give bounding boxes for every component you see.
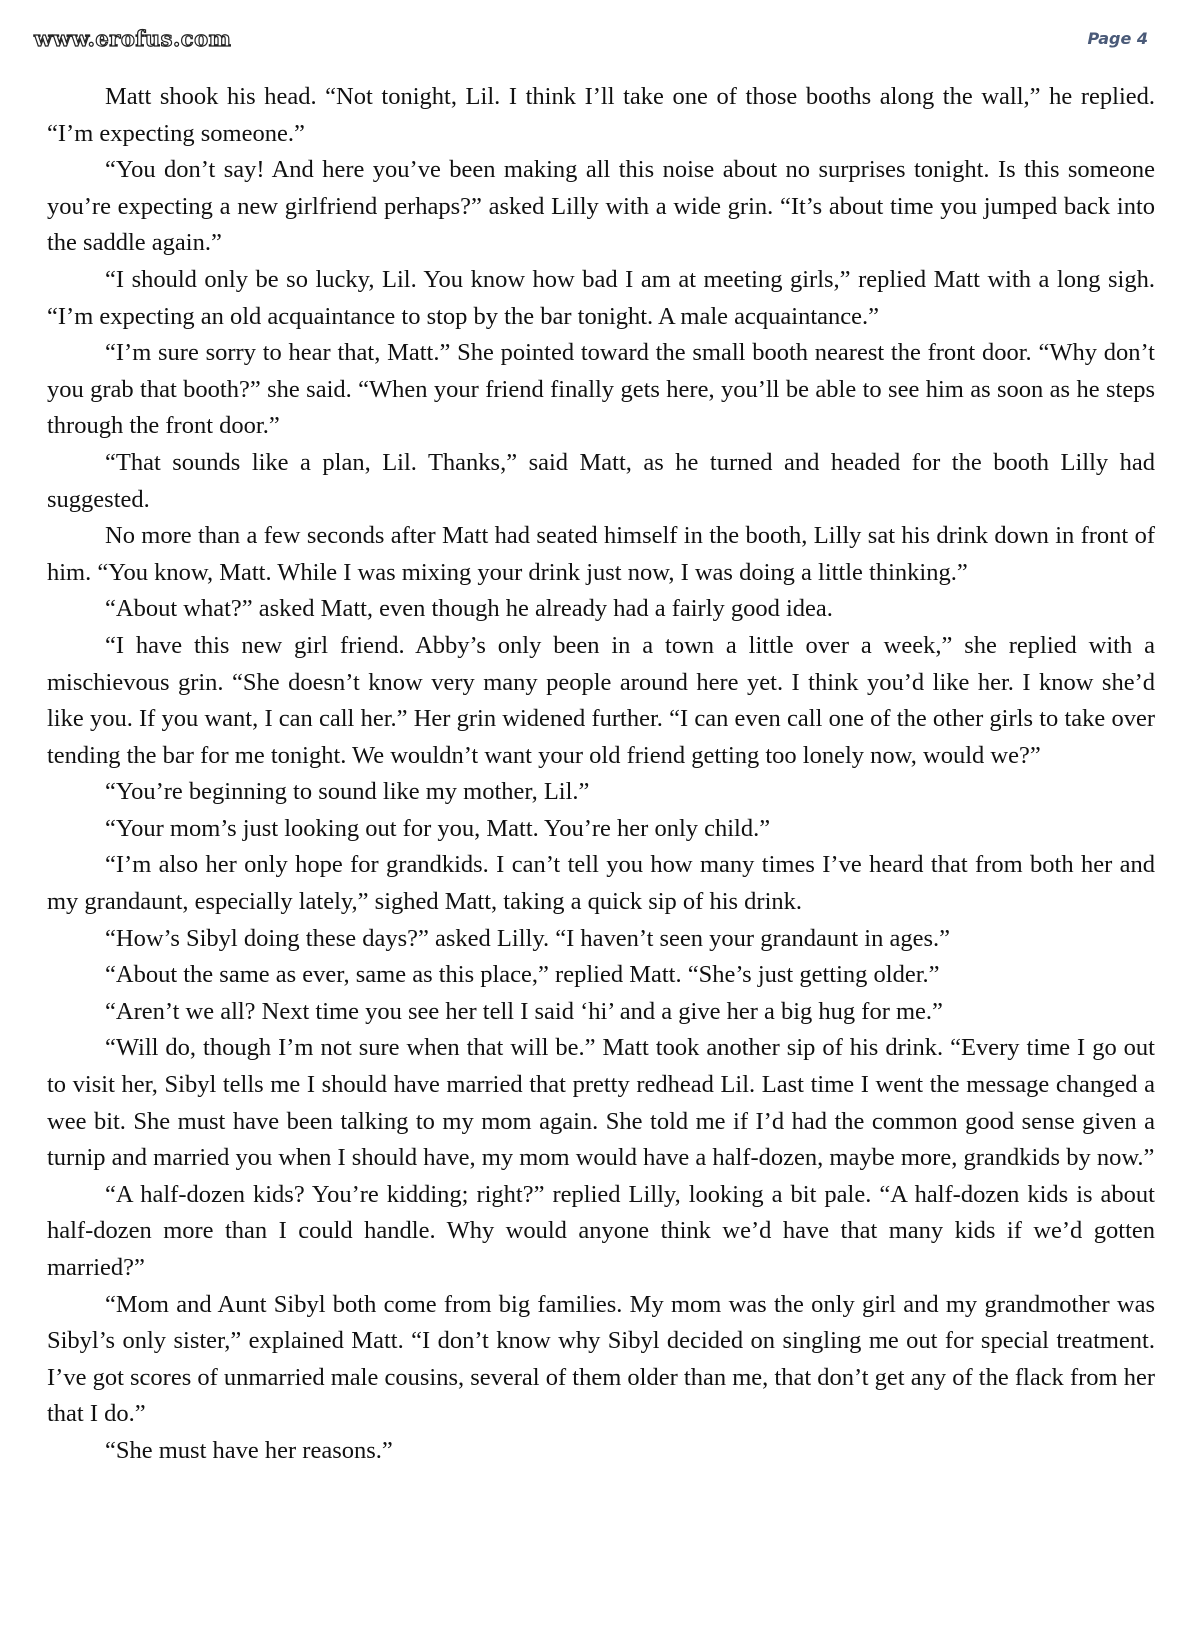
paragraph: “I have this new girl friend. Abby’s only been in a town a little over a week,” she replied with a mischievous grin. “She doesn’t know very many people around here yet. I think you’d like her. I know she’d like you. If you want, I can call her.” Her grin widened further. “I can even call one of the other girls to take over tending the bar for me tonight. We wouldn’t want your old friend getting too lonely now, would we?” (47, 631, 1155, 769)
paragraph: “Aren’t we all? Next time you see her tell I said ‘hi’ and a give her a big hug for me.” (105, 997, 943, 1025)
paragraph: “About what?” asked Matt, even though he already had a fairly good idea. (105, 595, 833, 623)
paragraph: “How’s Sibyl doing these days?” asked Lilly. “I haven’t seen your grandaunt in ages.” (105, 924, 951, 952)
paragraph: “Mom and Aunt Sibyl both come from big families. My mom was the only girl and my grandmother was Sibyl’s only sister,” explained Matt. “I don’t know why Sibyl decided on singling me out for special treatment. I’ve got scores of unmarried male cousins, several of them older than me, that don’t get any of the flack from her that I do.” (47, 1290, 1155, 1428)
paragraph: “Will do, though I’m not sure when that will be.” Matt took another sip of his drink. “Every time I go out to visit her, Sibyl tells me I should have married that pretty redhead Lil. Last time I went the message changed a wee bit. She must have been talking to my mom again. She told me if I’d had the common good sense given a turnip and married you when I should have, my mom would have a half-dozen, maybe more, grandkids by now.” (47, 1034, 1155, 1172)
paragraph: “About the same as ever, same as this place,” replied Matt. “She’s just getting older.” (105, 961, 940, 989)
paragraph: “That sounds like a plan, Lil. Thanks,” said Matt, as he turned and headed for the booth Lilly had suggested. (47, 448, 1155, 513)
story-body (47, 79, 1155, 1470)
watermark-text: www.erofus.com (34, 26, 232, 51)
paragraph: “You don’t say! And here you’ve been making all this noise about no surprises tonight. Is this someone you’re expecting a new girlfriend perhaps?” asked Lilly with a wide grin. “It’s about time you jumped back into the saddle again.” (47, 156, 1155, 257)
paragraph: “A half-dozen kids? You’re kidding; right?” replied Lilly, looking a bit pale. “A half-dozen kids is about half-dozen more than I could handle. Why would anyone think we’d have that many kids if we’d gotten married?” (47, 1180, 1155, 1281)
page-number: Page 4 (1087, 29, 1148, 48)
paragraph: “Your mom’s just looking out for you, Matt. You’re her only child.” (105, 814, 771, 842)
paragraph: “I’m also her only hope for grandkids. I can’t tell you how many times I’ve heard that from both her and my grandaunt, especially lately,” sighed Matt, taking a quick sip of his drink. (47, 851, 1155, 916)
paragraph: “I’m sure sorry to hear that, Matt.” She pointed toward the small booth nearest the front door. “Why don’t you grab that booth?” she said. “When your friend finally gets here, you’ll be able to see him as soon as he steps through the front door.” (47, 339, 1155, 440)
paragraph: “You’re beginning to sound like my mother, Lil.” (105, 778, 590, 806)
paragraph: Matt shook his head. “Not tonight, Lil. I think I’ll take one of those booths along the wall,” he replied. “I’m expecting someone.” (47, 83, 1155, 147)
paragraph: No more than a few seconds after Matt had seated himself in the booth, Lilly sat his drink down in front of him. “You know, Matt. While I was mixing your drink just now, I was doing a little thinking.” (47, 522, 1155, 586)
paragraph: “I should only be so lucky, Lil. You know how bad I am at meeting girls,” replied Matt with a long sigh. “I’m expecting an old acquaintance to stop by the bar tonight. A male acquaintance.” (47, 265, 1155, 330)
paragraph: “She must have her reasons.” (105, 1436, 393, 1464)
